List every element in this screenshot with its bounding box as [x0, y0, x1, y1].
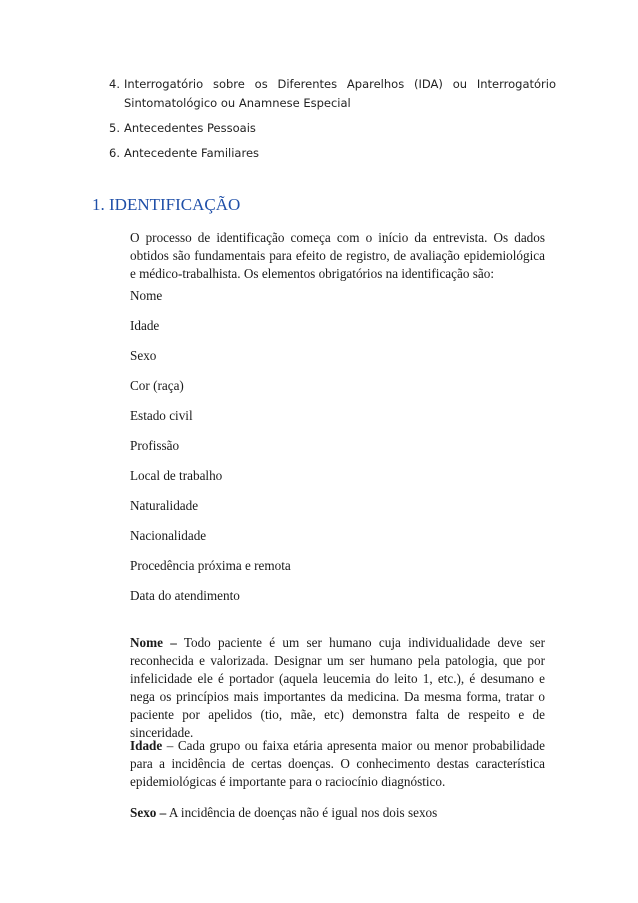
paragraph-text: – Cada grupo ou faixa etária apresenta maior ou menor probabilidade para a incidência de certas doenças. O conhecimento destas característica epidemiológicas é importante para o raciocínio diagnóstico. [130, 738, 545, 789]
paragraph-text: A incidência de doenças não é igual nos dois sexos [166, 805, 438, 820]
paragraph-text: Todo paciente é um ser humano cuja individualidade deve ser reconhecida e valorizada. Designar um ser humano pela patologia, que por infelicidade ele é portador (aquela leucemia do leito 1, etc.), é desumano e nega os princípios mais importantes da medicina. Da mesma forma, tratar o paciente por apelidos (tio, mãe, etc) demonstra falta de respeito e de sinceridade. [130, 635, 545, 740]
required-element: Nacionalidade [130, 528, 207, 543]
required-element: Local de trabalho [130, 468, 223, 483]
paragraph-term: Sexo – [130, 805, 167, 820]
required-element: Profissão [130, 438, 180, 453]
required-element: Naturalidade [130, 498, 199, 513]
list-item-text: Antecedentes Pessoais [124, 121, 256, 135]
paragraph-term: Idade [130, 738, 163, 753]
required-element: Procedência próxima e remota [130, 558, 291, 573]
required-element: Sexo [130, 348, 157, 363]
paragraph-sexo [130, 804, 545, 822]
paragraph-idade [130, 737, 545, 791]
list-item-number: 6. [109, 146, 120, 160]
list-item [96, 119, 556, 138]
required-element: Data do atendimento [130, 588, 240, 603]
list-item-number: 5. [109, 121, 120, 135]
required-element: Cor (raça) [130, 378, 184, 393]
section-heading: 1. IDENTIFICAÇÃO [92, 195, 241, 214]
paragraph-term: Nome – [130, 635, 177, 650]
list-item-number: 4. [109, 77, 120, 91]
numbered-list [96, 75, 556, 169]
intro-paragraph: O processo de identificação começa com o início da entrevista. Os dados obtidos são fundamentais para efeito de registro, de avaliação epidemiológica e médico-trabalhista. Os elementos obrigatórios na identificação são: [130, 230, 545, 281]
list-item [96, 144, 556, 163]
paragraph-nome [130, 634, 545, 742]
list-item-text: Interrogatório sobre os Diferentes Aparelhos (IDA) ou Interrogatório Sintomatológico ou Anamnese Especial [124, 77, 556, 110]
required-element: Estado civil [130, 408, 193, 423]
list-item [96, 75, 556, 113]
list-item-text: Antecedente Familiares [124, 146, 260, 160]
required-element: Idade [130, 318, 160, 333]
required-element: Nome [130, 288, 163, 303]
